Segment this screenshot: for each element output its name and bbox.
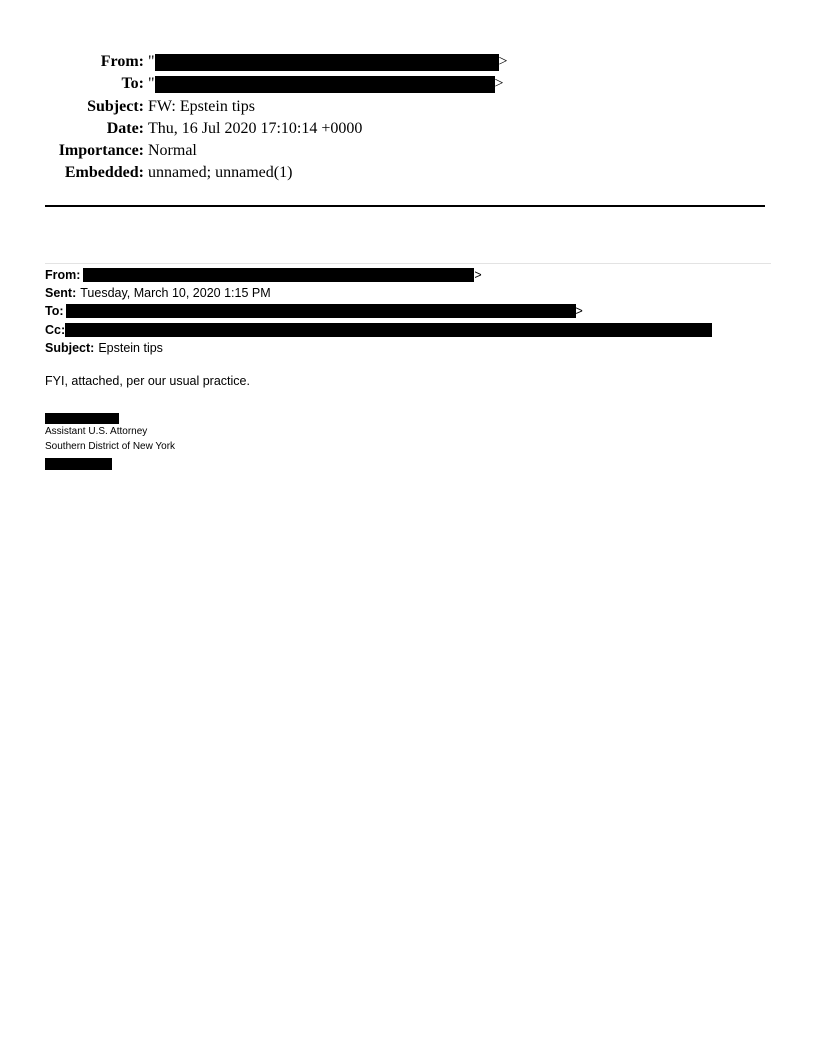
header-to-open-quote: " (148, 75, 155, 93)
forwarded-to-close: > (575, 304, 583, 319)
header-date-row (0, 118, 816, 140)
header-subject-label: Subject: (87, 97, 144, 115)
header-subject-value: FW: Epstein tips (148, 97, 255, 115)
message-body: FYI, attached, per our usual practice. (45, 374, 250, 388)
redaction-box (155, 76, 495, 93)
forwarded-sent-label: Sent: (45, 286, 77, 301)
header-to-label: To: (121, 75, 144, 93)
header-to-close: > (494, 75, 504, 93)
header-from-value (148, 51, 508, 73)
forwarded-from-label: From: (45, 268, 81, 282)
header-from-open-quote: " (148, 52, 155, 70)
header-importance-value: Normal (148, 142, 197, 160)
header-from-close: > (498, 52, 508, 70)
header-from-label: From: (100, 53, 144, 70)
forward-divider (45, 263, 771, 264)
header-subject-row (0, 96, 816, 118)
forwarded-cc-label: Cc: (45, 322, 66, 337)
forwarded-to-label: To: (45, 304, 64, 319)
forwarded-to-row (45, 302, 785, 320)
header-embedded-label: Embedded: (64, 164, 144, 182)
forwarded-from-close: > (474, 268, 482, 282)
redaction-box (45, 458, 112, 470)
forwarded-from-row (45, 266, 785, 284)
header-date-value: Thu, 16 Jul 2020 17:10:14 +0000 (148, 119, 363, 137)
forwarded-subject-row (45, 339, 785, 357)
header-importance-row (0, 140, 816, 162)
header-from-row (0, 51, 816, 73)
forwarded-sent-row (45, 284, 785, 302)
redaction-box (45, 413, 119, 424)
redaction-box (65, 323, 712, 337)
header-embedded-value: unnamed; unnamed(1) (148, 164, 293, 182)
header-divider (45, 205, 765, 207)
redaction-box (66, 304, 576, 318)
forwarded-subject-value: Epstein tips (98, 340, 163, 355)
header-importance-label: Importance: (58, 142, 144, 160)
forwarded-header (45, 266, 785, 357)
header-date-label: Date: (106, 119, 144, 137)
forwarded-cc-row (45, 321, 785, 339)
forwarded-subject-label: Subject: (45, 340, 95, 355)
message-header (0, 51, 816, 185)
header-to-value (148, 73, 504, 95)
signature-title: Assistant U.S. Attorney (45, 426, 148, 437)
redaction-box (83, 268, 474, 282)
header-to-row (0, 73, 816, 95)
redaction-box (155, 54, 499, 71)
forwarded-sent-value: Tuesday, March 10, 2020 1:15 PM (80, 286, 271, 301)
signature-office: Southern District of New York (45, 441, 176, 452)
header-embedded-row (0, 162, 816, 184)
